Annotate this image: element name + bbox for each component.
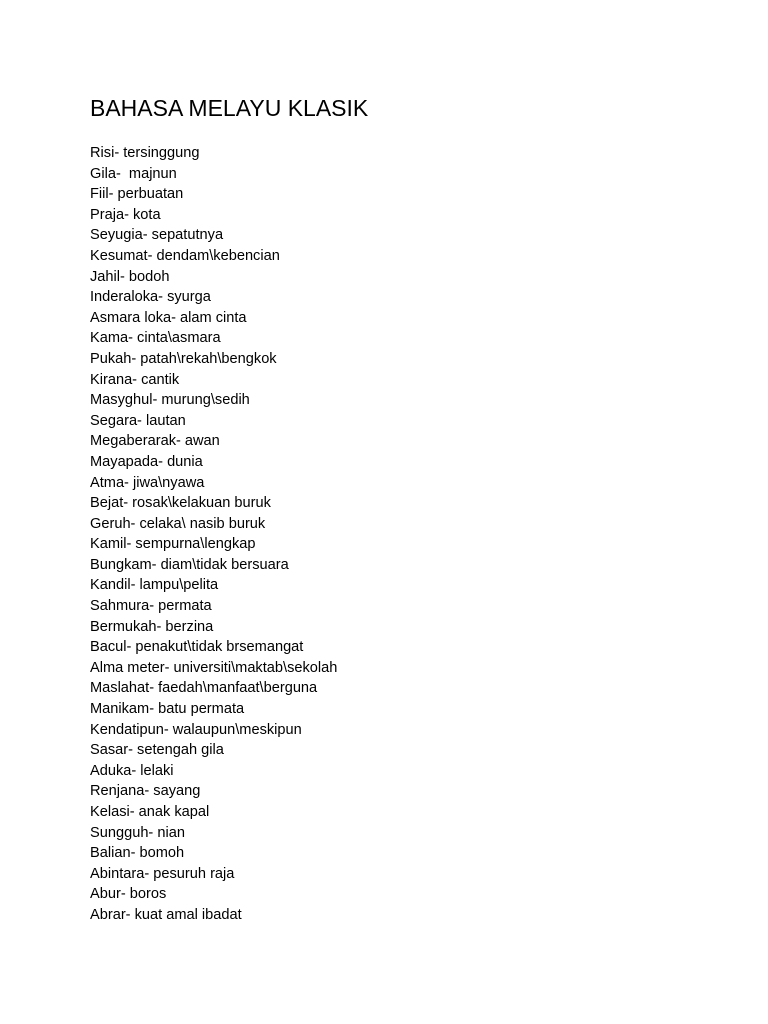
word-entry: Kirana- cantik (90, 371, 180, 388)
document-title: BAHASA MELAYU KLASIK (90, 95, 369, 121)
word-entry: Abrar- kuat amal ibadat (90, 906, 242, 923)
word-entry: Geruh- celaka\ nasib buruk (90, 515, 266, 532)
word-entry: Kandil- lampu\pelita (90, 577, 219, 594)
word-entry: Sahmura- permata (90, 598, 212, 615)
word-entry: Manikam- batu permata (90, 701, 245, 718)
word-entry: Fiil- perbuatan (90, 186, 184, 203)
word-entry: Segara- lautan (90, 412, 186, 429)
word-entry: Masyghul- murung\sedih (90, 392, 250, 409)
word-entry: Kama- cinta\asmara (90, 330, 221, 347)
word-entry: Aduka- lelaki (90, 762, 174, 779)
word-entry: Abintara- pesuruh raja (90, 865, 235, 882)
word-entry: Inderaloka- syurga (90, 289, 211, 306)
word-entry: Kamil- sempurna\lengkap (90, 536, 256, 553)
word-entry: Asmara loka- alam cinta (90, 309, 247, 326)
word-entry: Maslahat- faedah\manfaat\berguna (90, 680, 318, 697)
word-entry: Sungguh- nian (90, 824, 185, 841)
word-list (90, 143, 337, 926)
word-entry: Atma- jiwa\nyawa (90, 474, 205, 491)
word-entry: Bejat- rosak\kelakuan buruk (90, 495, 271, 512)
word-entry: Jahil- bodoh (90, 268, 170, 285)
word-entry: Bacul- penakut\tidak brsemangat (90, 639, 304, 656)
word-entry: Alma meter- universiti\maktab\sekolah (90, 659, 338, 676)
word-entry: Bermukah- berzina (90, 618, 214, 635)
word-entry: Abur- boros (90, 886, 167, 903)
word-entry: Praja- kota (90, 206, 161, 223)
word-entry: Sasar- setengah gila (90, 742, 224, 759)
word-entry: Balian- bomoh (90, 845, 185, 862)
word-entry: Bungkam- diam\tidak bersuara (90, 556, 289, 573)
word-entry: Gila- majnun (90, 165, 177, 182)
word-entry: Mayapada- dunia (90, 453, 203, 470)
word-entry: Pukah- patah\rekah\bengkok (90, 350, 277, 367)
word-entry: Kendatipun- walaupun\meskipun (90, 721, 302, 738)
word-entry: Kelasi- anak kapal (90, 804, 210, 820)
word-entry: Megaberarak- awan (90, 433, 220, 450)
word-entry: Seyugia- sepatutnya (90, 227, 224, 244)
word-entry: Kesumat- dendam\kebencian (90, 247, 280, 264)
word-entry: Renjana- sayang (90, 783, 201, 800)
word-entry: Risi- tersinggung (90, 145, 200, 161)
